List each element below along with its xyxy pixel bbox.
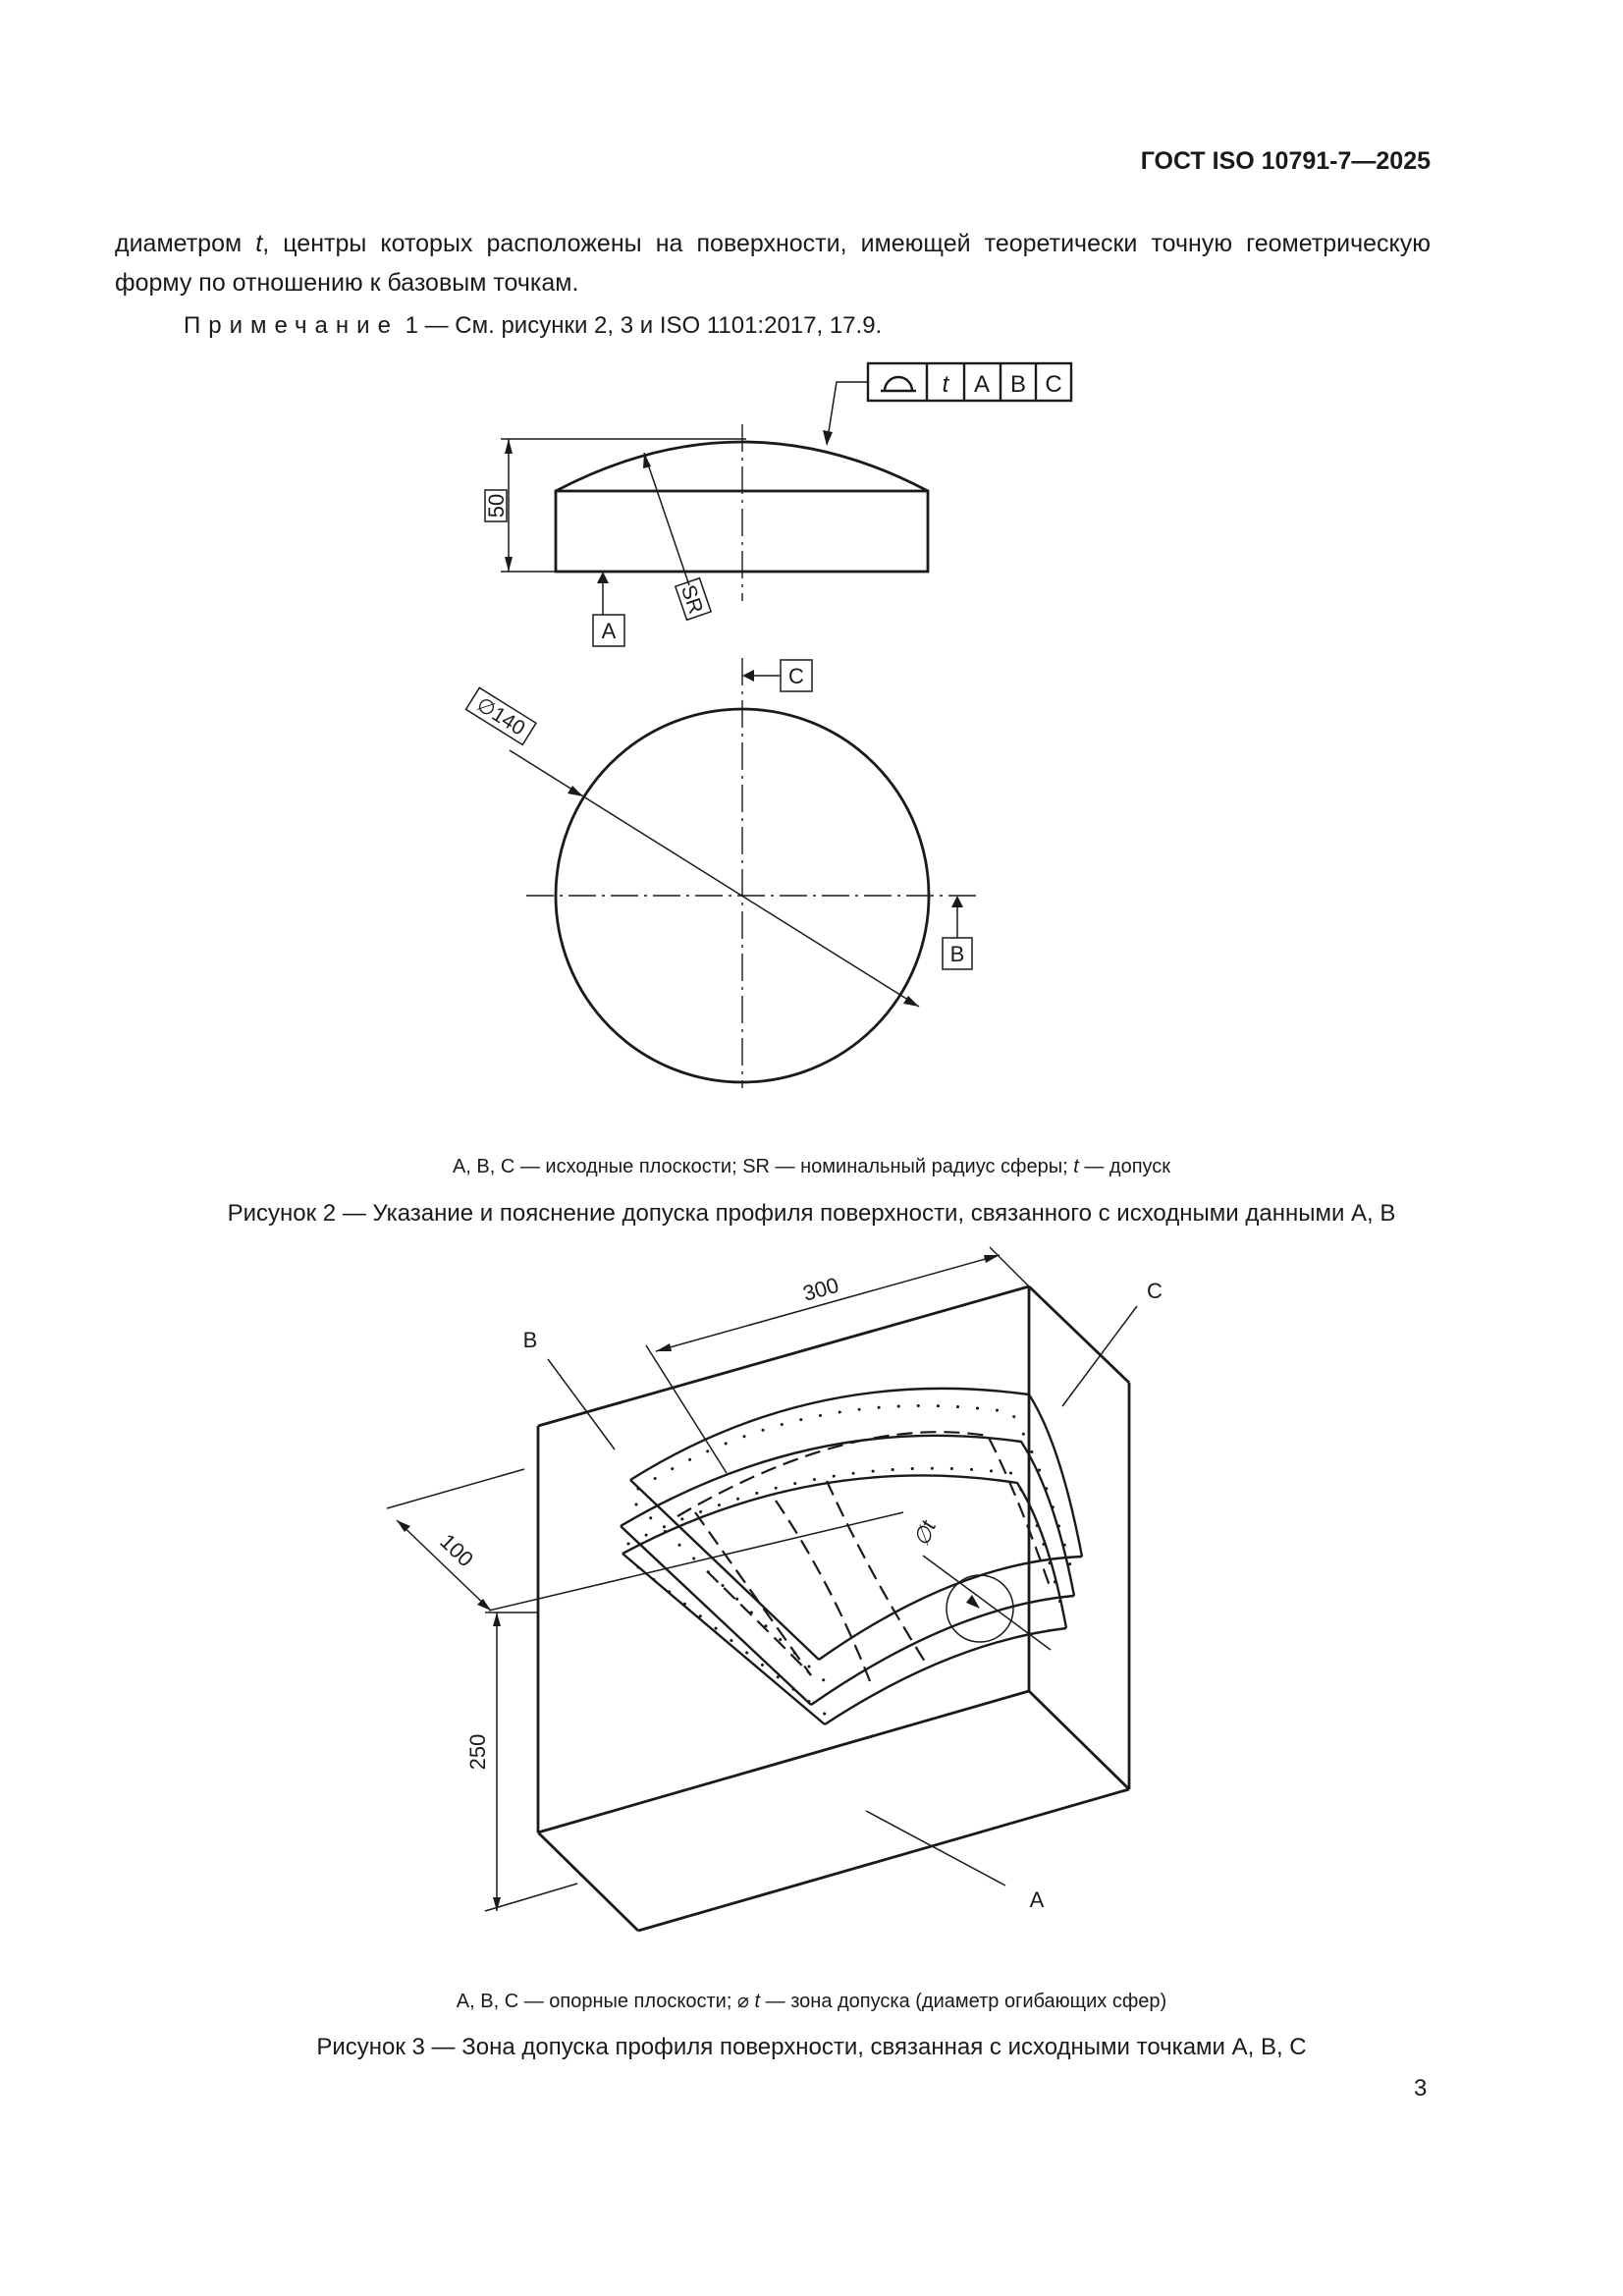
dim-300: 300: [799, 1272, 842, 1306]
datum-box: [538, 1286, 1129, 1931]
dim-100: 100: [435, 1528, 479, 1572]
paragraph-text-start: диаметром: [115, 230, 256, 257]
dim-sr-text: SR: [676, 581, 708, 618]
label-b: B: [522, 1328, 538, 1352]
figure-3-legend: [0, 1989, 1623, 2013]
phi-t-label: ∅t: [908, 1517, 942, 1550]
page-number: 3: [1414, 2075, 1428, 2102]
figure-2-legend-start: A, B, C — исходные плоскости; SR — номинальный радиус сферы;: [452, 1156, 1074, 1177]
tolerance-surfaces: [621, 1389, 1082, 1724]
datum-a-label: A: [601, 619, 617, 643]
paragraph-italic-t: t: [255, 230, 263, 257]
figure-2-legend-end: — допуск: [1078, 1156, 1171, 1177]
dim-height: 50: [484, 493, 509, 519]
frame-tolerance: t: [942, 371, 949, 398]
figure-3-legend-start: A, B, C — опорные плоскости; ⌀: [456, 1991, 755, 2012]
label-c: C: [1147, 1279, 1163, 1303]
dim-250: 250: [465, 1733, 490, 1771]
datum-b-label: B: [949, 942, 965, 966]
figure-2-title: Рисунок 2 — Указание и пояснение допуска профиля поверхности, связанного с исходными данными A, B: [227, 1200, 1396, 1227]
dim-diameter-text: ∅140: [472, 692, 529, 740]
frame-datum-b: B: [1009, 371, 1027, 398]
paragraph-text-end: , центры которых расположены на поверхности, имеющей теоретически точную геометрическую форму по отношению к базовым точкам.: [115, 230, 1432, 297]
frame-datum-a: A: [973, 371, 991, 398]
figure-3-legend-end: — зона допуска (диаметр огибающих сфер): [760, 1991, 1167, 2012]
document-header: ГОСТ ISO 10791-7—2025: [1140, 147, 1431, 175]
figure-3-title: Рисунок 3 — Зона допуска профиля поверхности, связанная с исходными точками A, B, C: [316, 2034, 1307, 2060]
figure-2-legend-italic: t: [1073, 1156, 1079, 1177]
figure-3-legend-italic: t: [754, 1991, 761, 2012]
note-label: Примечание: [184, 312, 399, 339]
frame-datum-c: C: [1045, 371, 1062, 398]
label-a: A: [1029, 1887, 1045, 1912]
figure-3-dimensions: [387, 1247, 1029, 1911]
datum-c-label: C: [788, 664, 804, 688]
note-text: — См. рисунки 2, 3 и ISO 1101:2017, 17.9.: [417, 312, 883, 339]
note-number: 1: [405, 312, 418, 339]
figure-3-labels: [523, 1279, 1163, 1912]
